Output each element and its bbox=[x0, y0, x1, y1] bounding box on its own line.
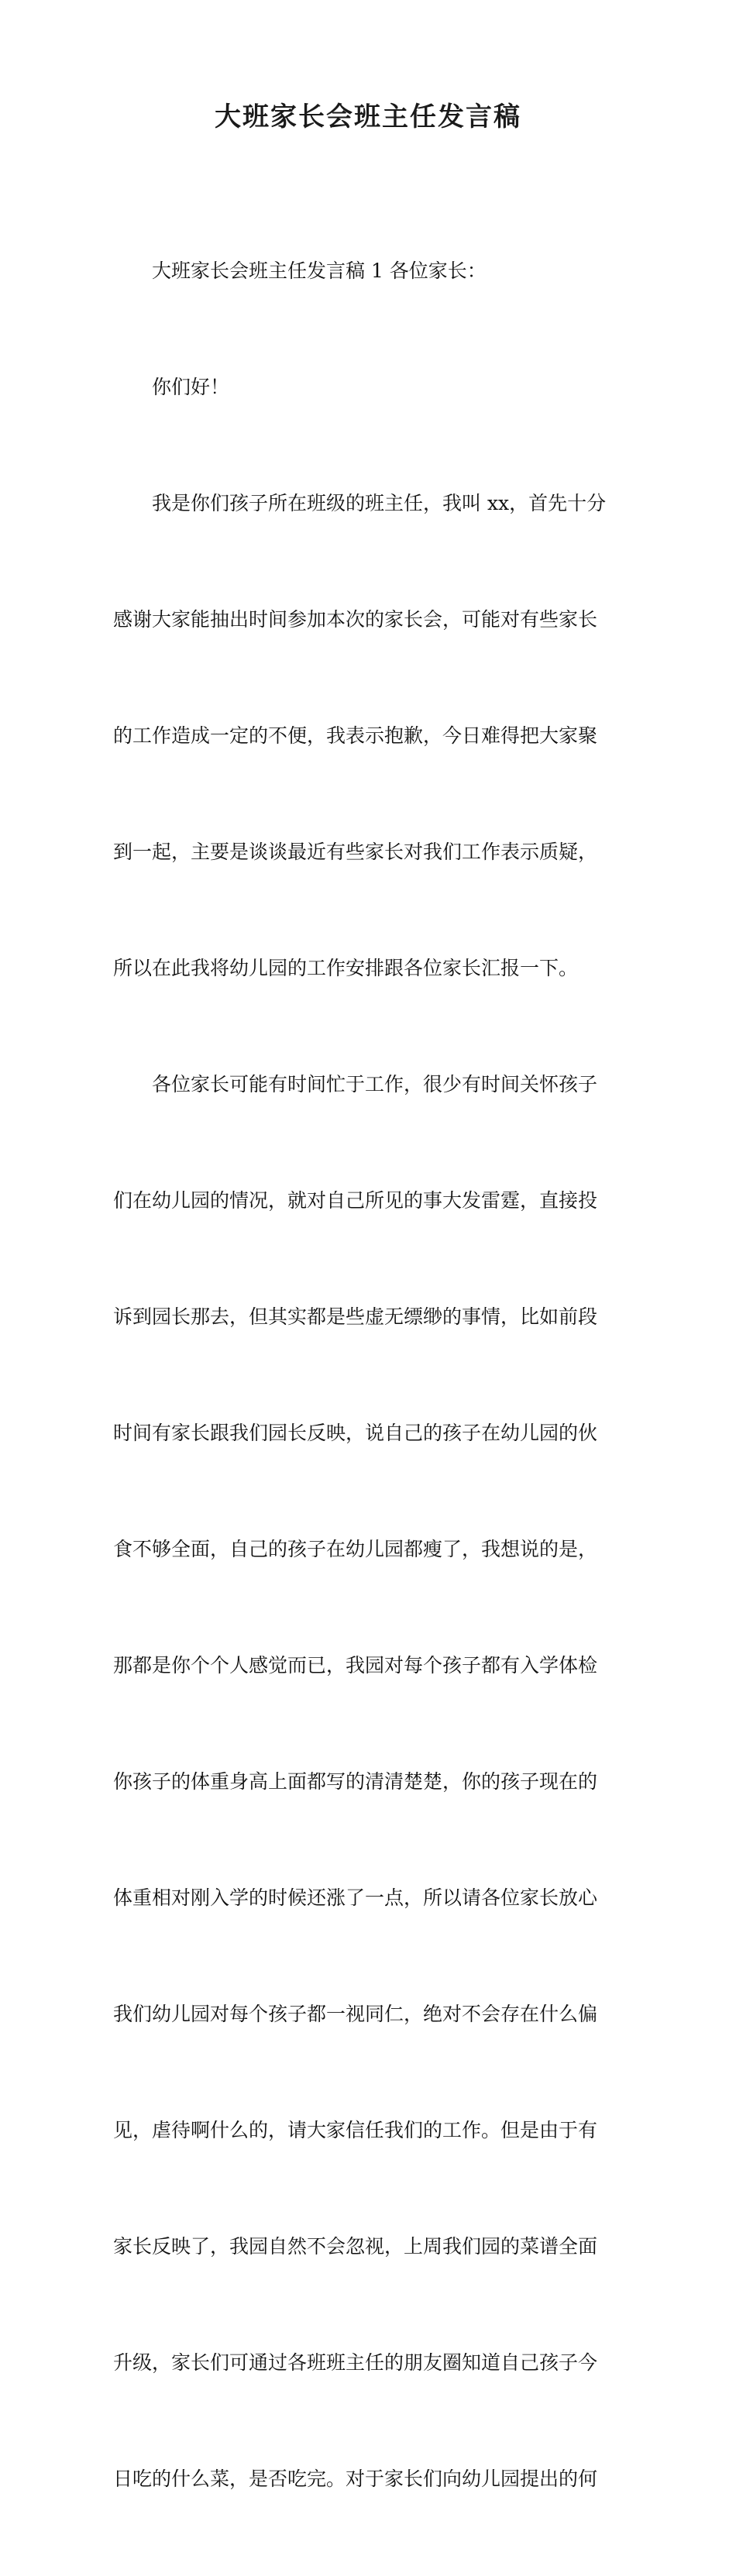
paragraph-line: 时间有家长跟我们园长反映，说自己的孩子在幼儿园的伙 bbox=[113, 1422, 598, 1444]
paragraph-line: 见，虐待啊什么的，请大家信任我们的工作。但是由于有 bbox=[113, 2119, 598, 2141]
paragraph-line: 大班家长会班主任发言稿 1 各位家长： bbox=[152, 260, 487, 282]
paragraph-line: 所以在此我将幼儿园的工作安排跟各位家长汇报一下。 bbox=[113, 957, 579, 979]
paragraph-line: 那都是你个个人感觉而已，我园对每个孩子都有入学体检 bbox=[113, 1654, 598, 1677]
paragraph-line: 家长反映了，我园自然不会忽视，上周我们园的菜谱全面 bbox=[113, 2235, 598, 2258]
paragraph-line: 各位家长可能有时间忙于工作，很少有时间关怀孩子 bbox=[152, 1073, 598, 1095]
document-body bbox=[113, 174, 628, 2576]
paragraph-line: 我是你们孩子所在班级的班主任，我叫 xx，首先十分 bbox=[152, 492, 607, 514]
paragraph-line: 食不够全面，自己的孩子在幼儿园都瘦了，我想说的是， bbox=[113, 1538, 598, 1560]
paragraph-line: 诉到园长那去，但其实都是些虚无缥缈的事情，比如前段 bbox=[113, 1305, 598, 1328]
paragraph-line: 你们好！ bbox=[152, 376, 230, 398]
paragraph-line: 你孩子的体重身高上面都写的清清楚楚，你的孩子现在的 bbox=[113, 1770, 598, 1793]
paragraph-line: 感谢大家能抽出时间参加本次的家长会，可能对有些家长 bbox=[113, 608, 598, 631]
paragraph-line: 到一起，主要是谈谈最近有些家长对我们工作表示质疑， bbox=[113, 841, 598, 863]
paragraph-line: 我们幼儿园对每个孩子都一视同仁，绝对不会存在什么偏 bbox=[113, 2003, 598, 2025]
paragraph-line: 升级，家长们可通过各班班主任的朋友圈知道自己孩子今 bbox=[113, 2351, 598, 2374]
paragraph-line: 的工作造成一定的不便，我表示抱歉，今日难得把大家聚 bbox=[113, 724, 598, 747]
paragraph-line: 们在幼儿园的情况，就对自己所见的事大发雷霆，直接投 bbox=[113, 1189, 598, 1212]
paragraph-line: 日吃的什么菜，是否吃完。对于家长们向幼儿园提出的何 bbox=[113, 2468, 598, 2490]
paragraph-line: 体重相对刚入学的时候还涨了一点，所以请各位家长放心 bbox=[113, 1886, 598, 1909]
document-title: 大班家长会班主任发言稿 bbox=[215, 101, 521, 132]
